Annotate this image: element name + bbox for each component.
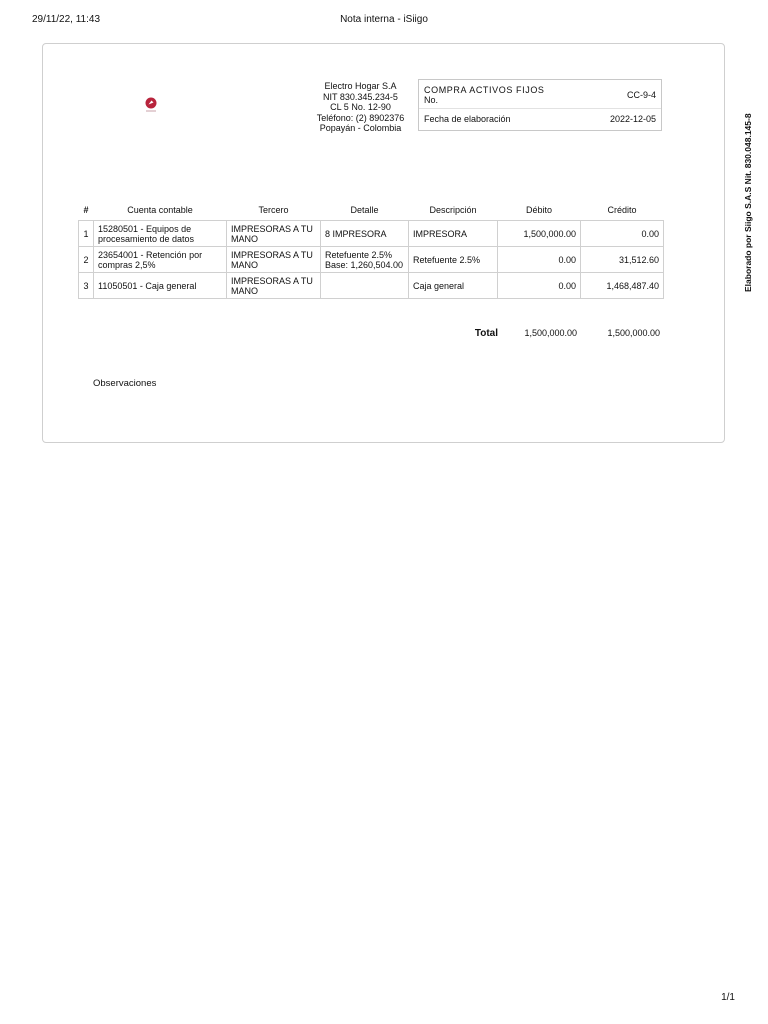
column-header-detail: Detalle: [350, 205, 379, 215]
account-cell: 15280501 - Equipos de procesamiento de datos: [94, 221, 227, 247]
company-info: [303, 81, 418, 134]
total-label: Total: [474, 328, 498, 339]
column-header-third-party: Tercero: [258, 205, 289, 215]
document-info-box: [418, 79, 662, 131]
page-number: 1/1: [721, 992, 735, 1003]
document-number: CC-9-4: [626, 90, 656, 100]
print-header: [0, 14, 768, 30]
column-header-number: #: [83, 205, 89, 215]
column-header-debit: Débito: [525, 205, 552, 215]
company-city: Popayán - Colombia: [319, 123, 402, 133]
total-credit: 1,500,000.00: [607, 328, 660, 338]
document-date: 2022-12-05: [609, 114, 656, 124]
company-address: CL 5 No. 12-90: [330, 102, 391, 112]
divider: [419, 108, 661, 109]
detail-cell: [321, 273, 409, 299]
third-party-cell: IMPRESORAS A TU MANO: [227, 273, 321, 299]
print-timestamp: 29/11/22, 11:43: [32, 14, 101, 25]
company-name: Electro Hogar S.A: [324, 81, 397, 91]
debit-cell: 0.00: [498, 273, 581, 299]
description-cell: Caja general: [409, 273, 498, 299]
entries-table: [78, 200, 664, 299]
company-nit: NIT 830.345.234-5: [323, 91, 398, 102]
total-debit: 1,500,000.00: [524, 328, 577, 338]
credit-cell: 1,468,487.40: [581, 273, 664, 299]
document-number-label: No.: [424, 95, 439, 105]
table-row: [79, 221, 664, 247]
print-page-title: Nota interna - iSiigo: [340, 14, 428, 25]
company-logo-icon: [143, 96, 159, 114]
vendor-side-label: Elaborado por Siigo S.A.S Nit. 830.048.145-8: [743, 113, 753, 292]
account-cell: 11050501 - Caja general: [94, 273, 227, 299]
account-cell: 23654001 - Retención por compras 2,5%: [94, 247, 227, 273]
table-row: [79, 273, 664, 299]
company-phone: Teléfono: (2) 8902376: [316, 112, 405, 123]
debit-cell: 0.00: [498, 247, 581, 273]
observations-label: Observaciones: [93, 378, 157, 389]
table-row: [79, 247, 664, 273]
document-type: COMPRA ACTIVOS FIJOS: [424, 85, 545, 95]
detail-cell: Retefuente 2.5% Base: 1,260,504.00: [321, 247, 409, 273]
document-card: [42, 43, 753, 443]
description-cell: IMPRESORA: [409, 221, 498, 247]
column-header-description: Descripción: [429, 205, 477, 215]
table-header-row: [79, 200, 664, 221]
column-header-account: Cuenta contable: [127, 205, 193, 215]
column-header-credit: Crédito: [607, 205, 637, 215]
detail-cell: 8 IMPRESORA: [321, 221, 409, 247]
third-party-cell: IMPRESORAS A TU MANO: [227, 221, 321, 247]
row-number: 3: [79, 273, 94, 299]
row-number: 1: [79, 221, 94, 247]
row-number: 2: [79, 247, 94, 273]
description-cell: Retefuente 2.5%: [409, 247, 498, 273]
credit-cell: 0.00: [581, 221, 664, 247]
third-party-cell: IMPRESORAS A TU MANO: [227, 247, 321, 273]
credit-cell: 31,512.60: [581, 247, 664, 273]
debit-cell: 1,500,000.00: [498, 221, 581, 247]
document-date-label: Fecha de elaboración: [424, 114, 511, 124]
